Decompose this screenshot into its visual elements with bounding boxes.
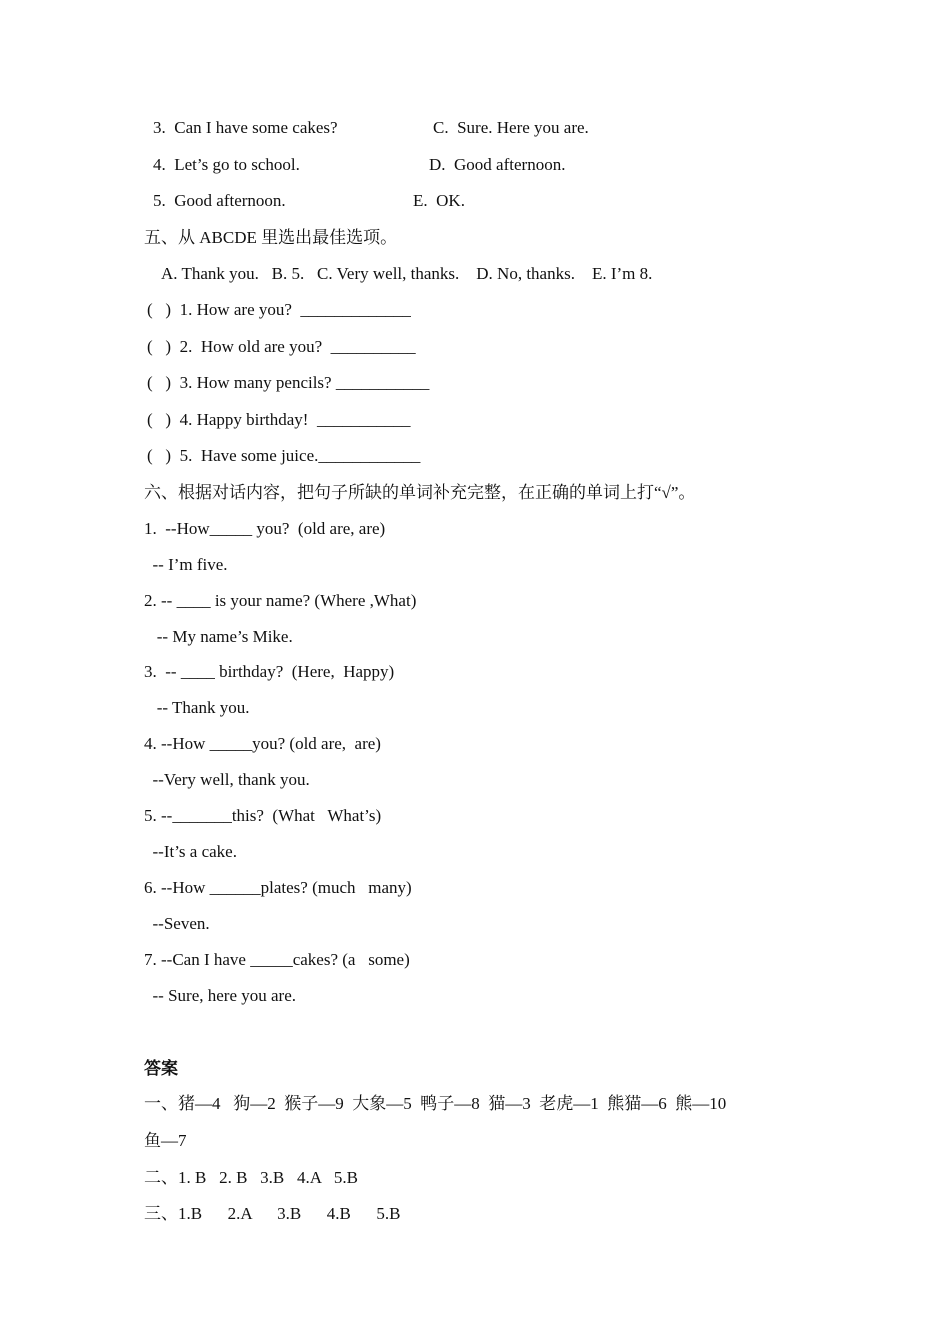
answer-line: 三、1.B 2.A 3.B 4.B 5.B	[144, 1204, 401, 1223]
dialog-line: 5. --_______this? (What What’s)	[144, 806, 382, 825]
dialog-line: 3. -- ____ birthday? (Here, Happy)	[144, 662, 395, 681]
question-item: ( ) 2. How old are you? __________	[147, 337, 416, 356]
answer-line: 鱼—7	[144, 1131, 187, 1150]
answer-line: 一、猪—4 狗—2 猴子—9 大象—5 鸭子—8 猫—3 老虎—1 熊猫—6 熊—10	[144, 1094, 727, 1113]
matching-left-4: 4. Let’s go to school.	[153, 155, 300, 174]
matching-right-e: E. OK.	[413, 191, 465, 210]
dialog-line: 6. --How ______plates? (much many)	[144, 878, 412, 897]
answers-heading: 答案	[144, 1059, 178, 1078]
dialog-line: 7. --Can I have _____cakes? (a some)	[144, 950, 410, 969]
dialog-line: -- Thank you.	[144, 698, 250, 717]
matching-right-d: D. Good afternoon.	[429, 155, 566, 174]
dialog-line: --Very well, thank you.	[144, 770, 310, 789]
question-item: ( ) 1. How are you? _____________	[147, 300, 411, 319]
question-item: ( ) 5. Have some juice.____________	[147, 446, 421, 465]
matching-right-c: C. Sure. Here you are.	[433, 118, 589, 137]
dialog-line: --Seven.	[144, 914, 210, 933]
question-item: ( ) 3. How many pencils? ___________	[147, 373, 430, 392]
section-5-heading: 五、从 ABCDE 里选出最佳选项。	[144, 228, 398, 247]
dialog-line: 1. --How_____ you? (old are, are)	[144, 519, 386, 538]
dialog-line: 4. --How _____you? (old are, are)	[144, 734, 381, 753]
dialog-line: -- Sure, here you are.	[144, 986, 296, 1005]
section-6-heading: 六、根据对话内容，把句子所缺的单词补充完整，在正确的单词上打“√”。	[144, 483, 696, 502]
dialog-line: 2. -- ____ is your name? (Where ,What)	[144, 591, 417, 610]
answer-line: 二、1. B 2. B 3.B 4.A 5.B	[144, 1168, 358, 1187]
matching-left-5: 5. Good afternoon.	[153, 191, 286, 210]
dialog-line: --It’s a cake.	[144, 842, 237, 861]
dialog-line: -- I’m five.	[144, 555, 228, 574]
question-item: ( ) 4. Happy birthday! ___________	[147, 410, 411, 429]
matching-left-3: 3. Can I have some cakes?	[153, 118, 338, 137]
section-5-options: A. Thank you. B. 5. C. Very well, thanks. D. No, thanks. E. I’m 8.	[161, 264, 653, 283]
dialog-line: -- My name’s Mike.	[144, 627, 293, 646]
